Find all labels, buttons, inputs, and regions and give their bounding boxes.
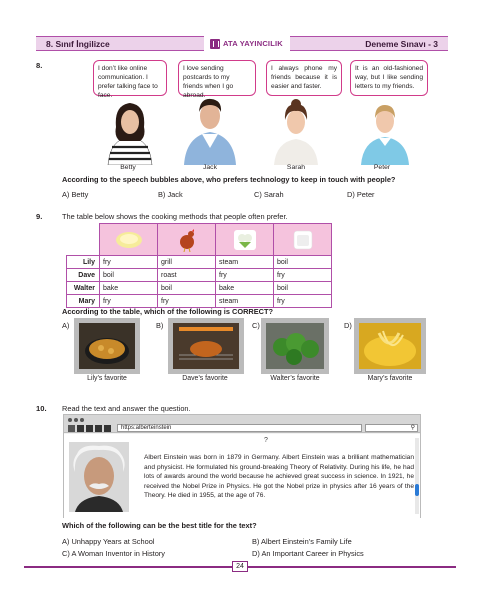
table-cell: fry <box>274 295 332 308</box>
q10-intro: Read the text and answer the question. <box>62 404 191 413</box>
stop-icon[interactable] <box>104 425 111 432</box>
table-row <box>67 295 332 308</box>
einstein-text: Albert Einstein was born in 1879 in Germany. Albert Einstein was a brilliant mathematician and physicist. He formulated his ground-breaking Theory of Relativity. During his life, he had lots of awards around the world because he achieved great success in science. In 1921, he received the Nobel Prize in Physics. He got the Nobel prize in physics after 16 years of the Theory. He died in 1955, at the age of 76. <box>144 454 414 500</box>
table-cell: boil <box>158 282 216 295</box>
q10-number: 10. <box>36 404 47 413</box>
table-cell: grill <box>158 256 216 269</box>
q10-option-a[interactable]: A) Unhappy Years at School <box>62 537 155 546</box>
q8-option-a[interactable]: A) Betty <box>62 190 89 199</box>
page-number: 24 <box>232 561 248 572</box>
address-bar[interactable]: https:alberteinstein <box>117 424 362 432</box>
q9-option-c[interactable]: C) <box>252 321 260 330</box>
row-name: Walter <box>67 282 100 295</box>
caption-dave: Dave’s favorite <box>182 375 228 382</box>
caption-walter: Walter’s favorite <box>270 375 320 382</box>
scrollbar[interactable] <box>415 438 419 514</box>
q9-number: 9. <box>36 212 43 221</box>
table-row <box>67 269 332 282</box>
q9-question: According to the table, which of the following is CORRECT? <box>62 307 274 316</box>
q9-intro: The table below shows the cooking methods that people often prefer. <box>62 212 288 221</box>
browser-window <box>63 414 421 518</box>
browser-toolbar <box>64 415 420 433</box>
name-betty: Betty <box>120 164 136 171</box>
food-image-row <box>67 224 332 256</box>
name-sarah: Sarah <box>286 164 306 171</box>
q9-option-d[interactable]: D) <box>344 321 352 330</box>
pasta-photo <box>354 318 426 374</box>
table-row <box>67 282 332 295</box>
q8-number: 8. <box>36 61 43 70</box>
speech-bubble-betty: I don’t like online communication. I prefer talking face to face. <box>93 60 167 96</box>
row-name: Lily <box>67 256 100 269</box>
search-icon: ⚲ <box>410 425 415 431</box>
table-cell: boil <box>274 256 332 269</box>
chicken-icon <box>176 228 198 252</box>
jack-photo <box>180 92 240 165</box>
flour-icon <box>291 229 315 251</box>
rice-icon <box>115 229 143 251</box>
caption-lily: Lily’s favorite <box>87 375 127 382</box>
q8-option-b[interactable]: B) Jack <box>158 190 183 199</box>
table-cell: fry <box>274 269 332 282</box>
window-control-icon[interactable] <box>68 418 72 422</box>
table-cell: steam <box>216 256 274 269</box>
question-mark-icon: ? <box>264 437 268 444</box>
table-cell: steam <box>216 295 274 308</box>
search-box[interactable] <box>365 424 418 432</box>
food-cell-1 <box>100 224 158 256</box>
row-name: Mary <box>67 295 100 308</box>
food-cell-3 <box>216 224 274 256</box>
table-cell: bake <box>100 282 158 295</box>
speech-bubble-jack: I love sending postcards to my friends when I go abroad. <box>178 60 256 96</box>
q9-option-a[interactable]: A) <box>62 321 70 330</box>
q10-option-b[interactable]: B) Albert Einstein’s Family Life <box>252 537 352 546</box>
book-icon <box>210 39 220 49</box>
frying-pan-photo <box>74 318 140 374</box>
betty-photo <box>100 97 160 165</box>
name-peter: Peter <box>373 164 391 171</box>
subject-title: 8. Sınıf İngilizce <box>46 39 110 49</box>
table-cell: fry <box>100 256 158 269</box>
publisher-logo <box>204 36 290 51</box>
row-name: Dave <box>67 269 100 282</box>
refresh-icon[interactable] <box>86 425 93 432</box>
cooking-methods-table <box>66 223 332 308</box>
browser-content <box>64 434 420 518</box>
q8-option-d[interactable]: D) Peter <box>347 190 375 199</box>
home-icon[interactable] <box>95 425 102 432</box>
table-cell: boil <box>274 282 332 295</box>
back-arrow-icon[interactable] <box>68 425 75 432</box>
q10-option-d[interactable]: D) An Important Career in Physics <box>252 549 364 558</box>
cauliflower-icon <box>232 228 258 252</box>
forward-arrow-icon[interactable] <box>77 425 84 432</box>
window-control-icon[interactable] <box>80 418 84 422</box>
window-control-icon[interactable] <box>74 418 78 422</box>
table-cell: boil <box>100 269 158 282</box>
oven-chicken-photo <box>168 318 244 374</box>
q8-option-c[interactable]: C) Sarah <box>254 190 284 199</box>
table-cell: bake <box>216 282 274 295</box>
q10-option-c[interactable]: C) A Woman Inventor in History <box>62 549 165 558</box>
q10-question: Which of the following can be the best title for the text? <box>62 521 257 530</box>
table-cell: fry <box>216 269 274 282</box>
speech-bubble-sarah: I always phone my friends because it is easier and faster. <box>266 60 342 96</box>
food-cell-4 <box>274 224 332 256</box>
table-cell: fry <box>158 295 216 308</box>
peter-photo <box>355 96 415 165</box>
einstein-photo <box>69 442 129 512</box>
speech-bubble-peter: It is an old-fashioned way, but I like sending letters to my friends. <box>350 60 428 96</box>
scrollbar-thumb[interactable] <box>415 484 419 496</box>
q8-question: According to the speech bubbles above, who prefers technology to keep in touch with people? <box>62 175 396 184</box>
broccoli-photo <box>261 318 329 374</box>
exam-title: Deneme Sınavı - 3 <box>365 39 438 49</box>
table-cell: fry <box>100 295 158 308</box>
food-cell-2 <box>158 224 216 256</box>
publisher-name: ATA YAYINCILIK <box>223 39 283 48</box>
q9-option-b[interactable]: B) <box>156 321 164 330</box>
caption-mary: Mary’s favorite <box>367 375 413 382</box>
sarah-photo <box>266 96 326 165</box>
name-jack: Jack <box>203 164 217 171</box>
table-row <box>67 256 332 269</box>
table-cell: roast <box>158 269 216 282</box>
